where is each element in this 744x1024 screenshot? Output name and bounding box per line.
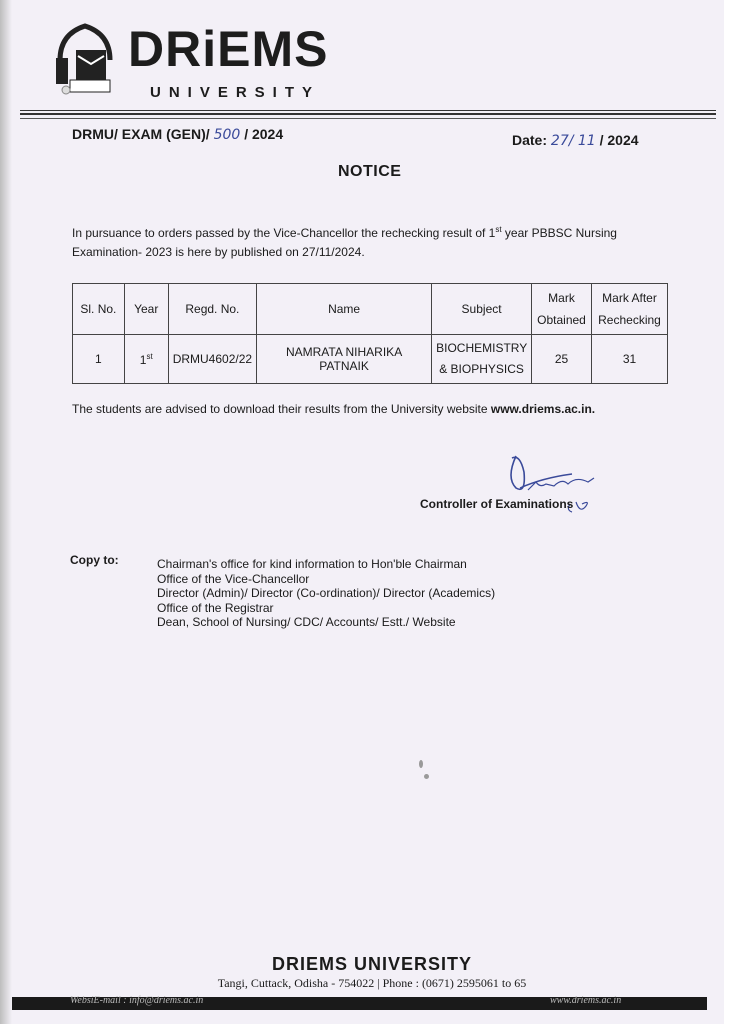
cell-sl-no: 1 (73, 335, 125, 384)
date-label: Date: (512, 132, 548, 148)
column-header: Name (257, 284, 432, 335)
column-header: Mark Obtained (532, 284, 592, 335)
paragraph-text: year PBBSC Nursing Examination- 2023 is here by published on 27/11/2024. (72, 226, 617, 259)
cell-mark-after: 31 (592, 335, 668, 384)
ordinal-suffix: st (495, 225, 502, 234)
table-header-row (73, 284, 668, 335)
cell-mark-obtained: 25 (532, 335, 592, 384)
cell-year (124, 335, 168, 384)
scan-edge-shadow (0, 0, 12, 1024)
column-header: Year (124, 284, 168, 335)
list-item: Dean, School of Nursing/ CDC/ Accounts/ Estt./ Website (157, 615, 456, 629)
copy-to-list (157, 557, 495, 630)
table-row (73, 335, 668, 384)
list-item: Director (Admin)/ Director (Co-ordination)/ Director (Academics) (157, 586, 496, 600)
cell-regd-no: DRMU4602/22 (168, 335, 256, 384)
document-page (10, 0, 724, 1024)
date-handwritten: 27/ 11 (550, 133, 596, 149)
scan-speck (419, 760, 423, 768)
advice-sentence: The students are advised to download their results from the University website (72, 402, 491, 416)
result-table (72, 283, 668, 384)
ordinal-suffix: st (146, 351, 153, 361)
header-rule (20, 113, 716, 115)
controller-title: Controller of Examinations (420, 497, 574, 511)
logo-wordmark: DRiEMS (128, 21, 329, 77)
notice-paragraph (72, 220, 672, 262)
column-header: Mark After Rechecking (592, 284, 668, 335)
ref-prefix: DRMU/ EXAM (GEN)/ (72, 126, 210, 142)
footer-university-name: DRIEMS UNIVERSITY (271, 954, 473, 974)
list-item: Office of the Registrar (157, 600, 274, 615)
scan-speck (424, 774, 429, 779)
column-header: Regd. No. (168, 284, 256, 335)
list-item: Office of the Vice-Chancellor (157, 571, 310, 586)
logo-subtitle: UNIVERSITY (150, 84, 321, 101)
paragraph-text: In pursuance to orders passed by the Vice-Chancellor the rechecking result of 1 (72, 226, 496, 240)
notice-title: NOTICE (338, 163, 402, 180)
footer-website: www.driems.ac.in (550, 995, 622, 1006)
column-header: Sl. No. (73, 284, 125, 335)
cell-subject: BIOCHEMISTRY & BIOPHYSICS (432, 335, 532, 384)
header-rule (20, 110, 716, 111)
university-emblem-icon (54, 20, 116, 98)
ref-year: / 2024 (244, 126, 284, 142)
column-header: Subject (432, 284, 532, 335)
date-year: / 2024 (599, 132, 639, 148)
list-item: Chairman's office for kind information to Hon'ble Chairman (157, 557, 467, 571)
header-rule (20, 118, 716, 119)
footer-address: Tangi, Cuttack, Odisha - 754022 | Phone : (0671) 2595061 to 65 (217, 976, 527, 990)
advice-text (72, 402, 595, 416)
website-link[interactable]: www.driems.ac.in. (490, 402, 596, 416)
reference-number (72, 126, 283, 143)
cell-name: NAMRATA NIHARIKA PATNAIK (257, 335, 432, 384)
date-line (512, 132, 639, 149)
ref-handwritten-number: 500 (213, 127, 241, 143)
copy-to-label: Copy to: (70, 553, 119, 567)
footer-email: WebsiE-mail : info@driems.ac.in (70, 995, 204, 1006)
year-value: 1 (139, 352, 147, 367)
